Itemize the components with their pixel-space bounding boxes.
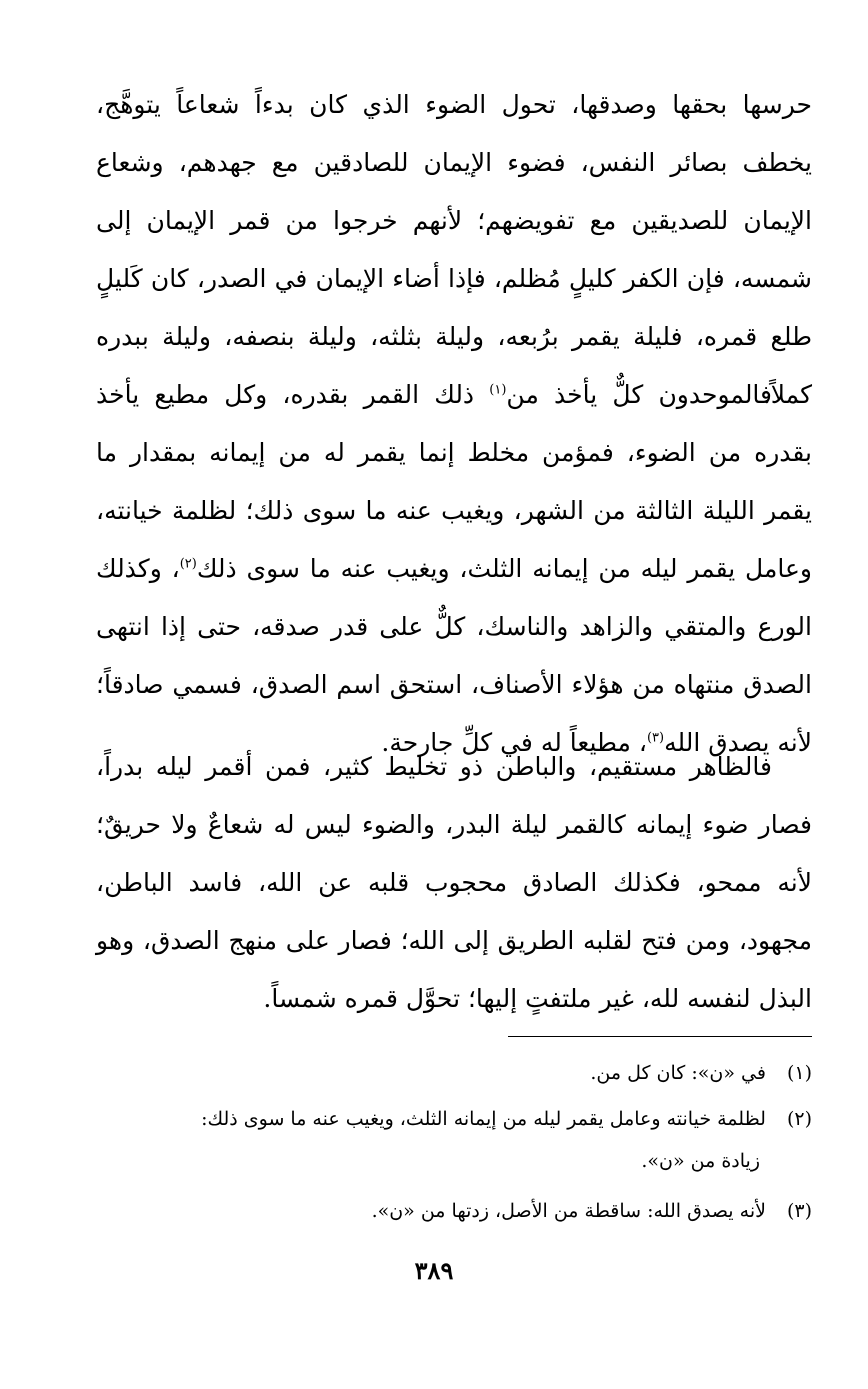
- footnote-text: لظلمة خيانته وعامل يقمر ليله من إيمانه الثلث، ويغيب عنه ما سوى ذلك:: [201, 1108, 766, 1130]
- footnote-1: [96, 1052, 812, 1094]
- body-paragraph-2: [96, 366, 812, 772]
- footnote-number: (٣): [786, 1200, 812, 1222]
- footnote-text: في «ن»: كان كل من.: [590, 1062, 766, 1084]
- footnote-text-continued: زيادة من «ن».: [641, 1150, 760, 1172]
- footnote-ref-3[interactable]: (٣): [646, 730, 665, 746]
- paragraph-segment: ، مطيعاً له في كلِّ جارحة.: [381, 728, 647, 757]
- paragraph-segment: فالموحدون كلٌّ يأخذ من: [506, 380, 773, 409]
- footnote-ref-1[interactable]: (١): [489, 382, 507, 398]
- footnote-number: (١): [786, 1062, 812, 1084]
- paragraph-text: فالظاهر مستقيم، والباطن ذو تخليط كثير، فمن أقمر ليله بدراً، فصار ضوء إيمانه كالقمر ليلة البدر، والضوء ليس له شعاعٌ ولا حريقٌ؛ لأنه ممحو، فكذلك الصادق محجوب قلبه عن الله، فاسد الباطن، مجهود، ومن فتح لقلبه الطريق إلى الله؛ فصار على منهج الصدق، وهو البذل لنفسه لله، غير ملتفتٍ إليها؛ تحوَّل قمره شمساً.: [96, 752, 812, 1013]
- footnote-3: [96, 1190, 812, 1232]
- paragraph-text: حرسها بحقها وصدقها، تحول الضوء الذي كان بدءاً شعاعاً يتوهَّج، يخطف بصائر النفس، فضوء الإيمان للصادقين مع جهدهم، وشعاع الإيمان للصديقين مع تفويضهم؛ لأنهم خرجوا من قمر الإيمان إلى شمسه، فإن الكفر كليلٍ مُظلم، فإذا أضاء الإيمان في الصدر، كان كَليلٍ طلع قمره، فليلة يقمر برُبعه، وليلة بثلثه، وليلة بنصفه، وليلة ببدره كملاً.: [96, 90, 812, 409]
- paragraph-text: [96, 366, 812, 772]
- paragraph-segment: ، وكذلك الورع والمتقي والزاهد والناسك، كلٌّ على قدر صدقه، حتى إذا انتهى الصدق منتهاه من هؤلاء الأصناف، استحق اسم الصدق، فسمي صادقاً؛ لأنه يصدق الله: [96, 554, 812, 757]
- page-number: ٣٨٩: [414, 1256, 454, 1285]
- body-paragraph-3: [96, 738, 812, 1028]
- footnote-text: لأنه يصدق الله: ساقطة من الأصل، زدتها من «ن».: [371, 1200, 766, 1222]
- footnote-2: [96, 1098, 812, 1182]
- footnote-ref-2[interactable]: (٢): [179, 556, 197, 572]
- footnote-separator: [508, 1036, 812, 1037]
- paragraph-segment: ذلك القمر بقدره، وكل مطيع يأخذ بقدره من الضوء، فمؤمن مخلط إنما يقمر له من إيمانه بمقدار ما يقمر الليلة الثالثة من الشهر، ويغيب عنه ما سوى ذلك؛ لظلمة خيانته، وعامل يقمر ليله من إيمانه الثلث، ويغيب عنه ما سوى ذلك: [96, 380, 812, 583]
- footnote-number: (٢): [786, 1108, 812, 1130]
